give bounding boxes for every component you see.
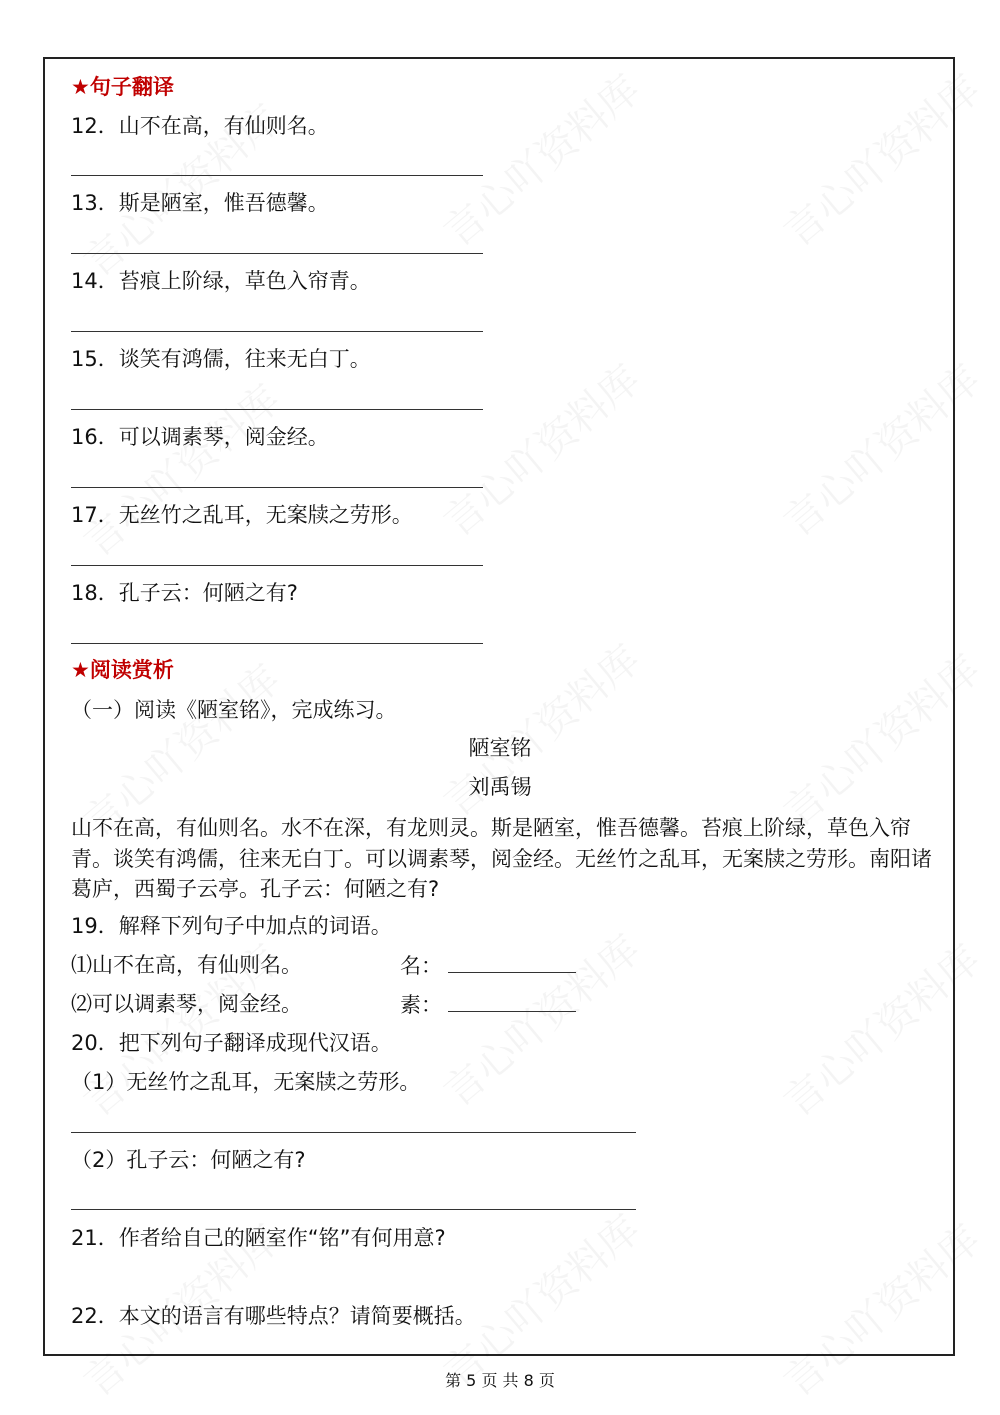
word-label: 素： xyxy=(400,993,442,1017)
answer-line[interactable] xyxy=(71,643,483,644)
question-20-1: （1）无丝竹之乱耳，无案牍之劳形。 xyxy=(71,1070,421,1094)
question-19-1: ⑴山不在高，有仙则名。 xyxy=(71,953,302,977)
question-21: 21．作者给自己的陋室作“铭”有何用意? xyxy=(71,1226,446,1250)
answer-blank[interactable] xyxy=(448,991,576,1012)
answer-line[interactable] xyxy=(71,409,483,410)
answer-line[interactable] xyxy=(71,565,483,566)
question-19-2: ⑵可以调素琴，阅金经。 xyxy=(71,992,302,1016)
word-label: 名： xyxy=(400,954,442,978)
answer-line[interactable] xyxy=(71,1209,636,1210)
question-16: 16．可以调素琴，阅金经。 xyxy=(71,425,329,449)
answer-line[interactable] xyxy=(71,331,483,332)
question-12: 12．山不在高，有仙则名。 xyxy=(71,114,329,138)
section-heading-translation: ★句子翻译 xyxy=(71,75,174,99)
answer-line[interactable] xyxy=(71,175,483,176)
question-15: 15．谈笑有鸿儒，往来无白丁。 xyxy=(71,347,371,371)
question-18: 18．孔子云：何陋之有? xyxy=(71,581,298,605)
question-13: 13．斯是陋室，惟吾德馨。 xyxy=(71,191,329,215)
page-footer: 第 5 页 共 8 页 xyxy=(445,1371,555,1390)
answer-line[interactable] xyxy=(71,487,483,488)
reading-intro: （一）阅读《陋室铭》，完成练习。 xyxy=(71,698,397,722)
section-heading-reading: ★阅读赏析 xyxy=(71,658,174,682)
question-14: 14．苔痕上阶绿，草色入帘青。 xyxy=(71,269,371,293)
answer-blank[interactable] xyxy=(448,952,576,973)
question-17: 17．无丝竹之乱耳，无案牍之劳形。 xyxy=(71,503,413,527)
question-20-2: （2）孔子云：何陋之有? xyxy=(71,1148,306,1172)
question-22: 22．本文的语言有哪些特点？请简要概括。 xyxy=(71,1304,476,1328)
question-20: 20．把下列句子翻译成现代汉语。 xyxy=(71,1031,392,1055)
question-19-1-answer xyxy=(400,952,576,979)
poem-title: 陋室铭 xyxy=(468,736,532,760)
answer-line[interactable] xyxy=(71,253,483,254)
poem-passage: 山不在高，有仙则名。水不在深，有龙则灵。斯是陋室，惟吾德馨。苔痕上阶绿，草色入帘青。谈笑有鸿儒，往来无白丁。可以调素琴，阅金经。无丝竹之乱耳，无案牍之劳形。南阳诸葛庐，西蜀子云亭。孔子云：何陋之有? xyxy=(71,816,932,901)
question-19: 19．解释下列句子中加点的词语。 xyxy=(71,914,392,938)
poem-author: 刘禹锡 xyxy=(468,775,532,799)
question-19-2-answer xyxy=(400,991,576,1018)
answer-line[interactable] xyxy=(71,1132,636,1133)
